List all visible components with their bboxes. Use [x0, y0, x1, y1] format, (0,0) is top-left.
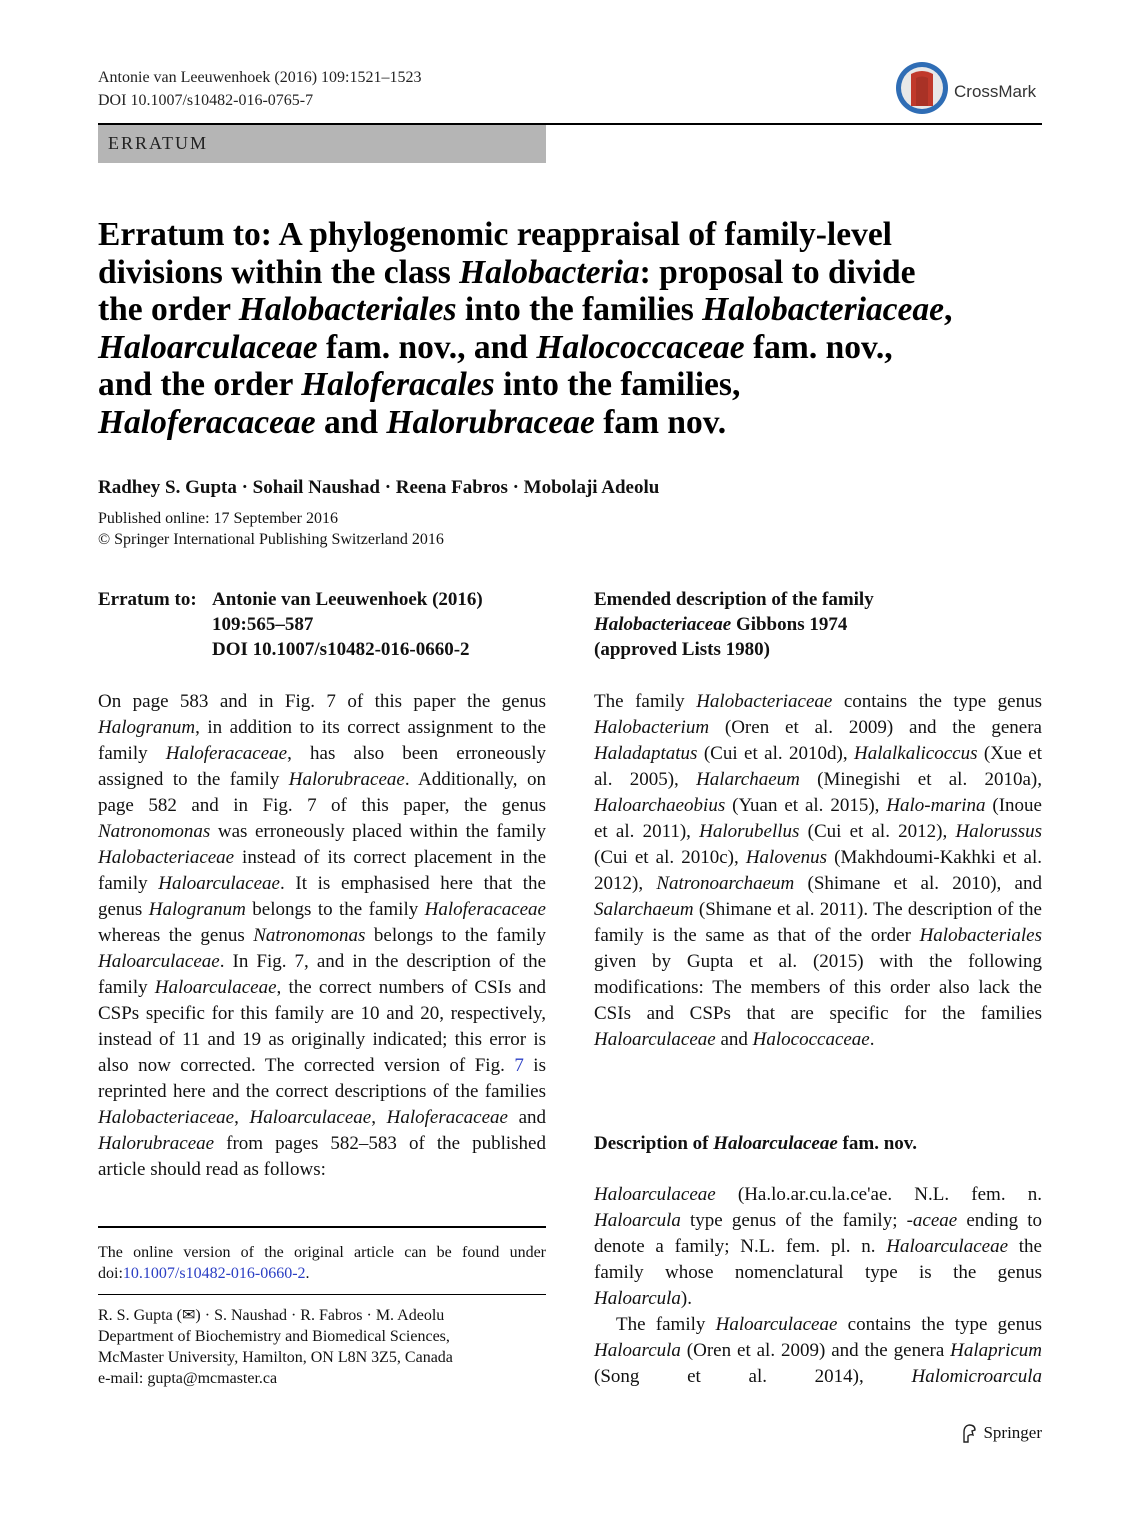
left-column-body: [98, 689, 546, 1183]
italic-term: Haloarculaceae: [594, 1184, 716, 1205]
haloarculaceae-paragraph: The family Haloarculaceae contains the type genus Haloarcula (Oren et al. 2009) and the genera Halapricum (Song et al. 2014), Halomicroarcula: [594, 1314, 1042, 1387]
italic-term: Haloarculaceae: [98, 328, 318, 366]
italic-term: Natronomonas: [253, 925, 366, 946]
italic-term: Haloarcula: [594, 1210, 681, 1231]
italic-term: Halobacteriaceae: [702, 291, 945, 328]
section-label-bar: [98, 125, 546, 163]
right-column-body: [594, 689, 1042, 1053]
italic-term: Halobacteriaceae: [98, 1107, 235, 1128]
italic-term: Haloarcula: [594, 1340, 681, 1361]
heading-line: Halobacteriaceae Gibbons 1974: [594, 614, 848, 635]
italic-term: Haloarculaceae: [713, 1133, 838, 1154]
italic-term: Halobacteria: [459, 253, 640, 291]
erratum-ref-line: DOI 10.1007/s10482-016-0660-2: [212, 639, 470, 660]
italic-term: Haladaptatus: [594, 743, 698, 764]
title-line: the order Halobacteriales into the families Halobacteriaceae,: [98, 291, 953, 328]
springer-horse-icon: [960, 1423, 978, 1443]
italic-term: Halorubraceae: [386, 403, 595, 441]
section-heading-halobacteriaceae: [594, 587, 1042, 662]
italic-term: Halorubraceae: [288, 769, 405, 790]
publisher-name: Springer: [983, 1423, 1042, 1442]
email-icon: ✉: [182, 1307, 196, 1324]
italic-term: Halobacteriaceae: [594, 614, 732, 635]
italic-term: Halobacteriaceae: [696, 691, 833, 712]
author-affiliation: [98, 1305, 546, 1389]
title-line: Erratum to: A phylogenomic reappraisal of family-level: [98, 216, 892, 253]
copyright-notice: © Springer International Publishing Switzerland 2016: [98, 531, 444, 548]
italic-term: Haloarculaceae: [154, 977, 277, 998]
italic-term: Halobacteriaceae: [98, 847, 235, 868]
title-line: Haloarculaceae fam. nov., and Halococcaceae fam. nov.,: [98, 328, 893, 366]
italic-term: Halovenus: [745, 847, 828, 868]
section-heading-haloarculaceae: [594, 1131, 1042, 1156]
crossmark-icon: [894, 60, 950, 116]
italic-term: Haloarculaceae: [594, 1029, 716, 1050]
heading-line: (approved Lists 1980): [594, 639, 770, 660]
author-list: Radhey S. Gupta · Sohail Naushad · Reena Fabros · Mobolaji Adeolu: [98, 477, 660, 498]
italic-term: Haloarculaceae: [98, 951, 220, 972]
italic-term: Halococcaceae: [752, 1029, 870, 1050]
crossmark-label: CrossMark: [954, 82, 1037, 101]
erratum-reference-heading: [98, 587, 546, 662]
erratum-ref-line: 109:565–587: [212, 614, 314, 635]
italic-term: Haloferacaceae: [98, 403, 316, 441]
footnote-online-version: The online version of the original article can be found under doi:10.1007/s10482-016-0660-2.: [98, 1244, 546, 1282]
halobacteriaceae-paragraph: The family Halobacteriaceae contains the type genus Halobacterium (Oren et al. 2009) and the genera Haladaptatus (Cui et al. 2010d), Halalkalicoccus (Xue et al. 2005), Halarchaeum (Minegishi et al. 2010a), Haloarchaeobius (Yuan et al. 2015), Halo-marina (Inoue et al. 2011), Halorubellus (Cui et al. 2012), Halorussus (Cui et al. 2010c), Halovenus (Makhdoumi-Kakhki et al. 2012), Natronoarchaeum (Shimane et al. 2010), and Salarchaeum (Shimane et al. 2011). The description of the family is the same as that of the order Halobacteriales given by Gupta et al. (2015) with the following modifications: The members of this order also lack the CSIs and CSPs that are specific for the families Haloarculaceae and Halococcaceae.: [594, 691, 1043, 1050]
italic-term: Natronomonas: [98, 821, 211, 842]
italic-term: Halomicroarcula: [911, 1366, 1042, 1387]
inline-link[interactable]: 7: [514, 1055, 524, 1076]
italic-term: Halarchaeum: [696, 769, 800, 790]
erratum-paragraph: On page 583 and in Fig. 7 of this paper the genus Halogranum, in addition to its correct assignment to the family Haloferacaceae, has also been erroneously assigned to the family Halorubraceae. Additionally, on page 582 and in Fig. 7 of this paper, the genus Natronomonas was erroneously placed within the family Halobacteriaceae instead of its correct placement in the family Haloarculaceae. It is emphasised here that the genus Halogranum belongs to the family Haloferacaceae whereas the genus Natronomonas belongs to the family Haloarculaceae. In Fig. 7, and in the description of the family Haloarculaceae, the correct numbers of CSIs and CSPs specific for this family are 10 and 20, respectively, instead of 11 and 19 as originally indicated; this error is also now corrected. The corrected version of Fig. 7 is reprinted here and the correct descriptions of the families Halobacteriaceae, Haloarculaceae, Haloferacaceae and Halorubraceae from pages 582–583 of the published article should read as follows:: [98, 691, 547, 1180]
italic-term: Halalkalicoccus: [854, 743, 978, 764]
italic-term: Halococcaceae: [536, 328, 745, 366]
italic-term: Halobacterium: [594, 717, 710, 738]
etymology-paragraph: Haloarculaceae (Ha.lo.ar.cu.la.ce'ae. N.L. fem. n. Haloarcula type genus of the family; -aceae ending to denote a family; N.L. fem. pl. n. Haloarculaceae the family whose nomenclatural type is the genus Haloarcula).: [594, 1184, 1042, 1309]
heading-line: Emended description of the family: [594, 589, 874, 610]
italic-term: Haloferacaceae: [386, 1107, 508, 1128]
italic-term: Haloarcula: [594, 1288, 681, 1309]
article-title: [98, 216, 1038, 441]
italic-term: Salarchaeum: [594, 899, 694, 920]
section-label: ERRATUM: [108, 133, 209, 153]
italic-term: Halobacteriales: [238, 291, 457, 328]
italic-term: Haloarculaceae: [715, 1314, 838, 1335]
italic-term: Halorussus: [955, 821, 1043, 842]
italic-term: Haloarculaceae: [886, 1236, 1008, 1257]
footnote-rule: [98, 1226, 546, 1228]
italic-term: Halo-marina: [886, 795, 986, 816]
published-date: Published online: 17 September 2016: [98, 510, 338, 527]
italic-term: Haloarculaceae: [249, 1107, 372, 1128]
inline-link[interactable]: 10.1007/s10482-016-0660-2: [122, 1265, 306, 1282]
erratum-label: Erratum to:: [98, 589, 197, 610]
italic-term: Haloarculaceae: [158, 873, 280, 894]
affiliation-email[interactable]: e-mail: gupta@mcmaster.ca: [98, 1370, 278, 1387]
italic-term: Haloferacaceae: [165, 743, 288, 764]
erratum-ref-line: Antonie van Leeuwenhoek (2016): [212, 589, 483, 610]
italic-term: Halapricum: [950, 1340, 1042, 1361]
publisher-logo: [960, 1423, 1042, 1443]
article-doi: DOI 10.1007/s10482-016-0765-7: [98, 92, 314, 109]
haloarculaceae-body: [594, 1182, 1042, 1390]
italic-term: Halobacteriales: [919, 925, 1042, 946]
italic-term: -aceae: [906, 1210, 958, 1231]
heading-line: Description of Haloarculaceae fam. nov.: [594, 1133, 917, 1154]
italic-term: Halogranum: [148, 899, 246, 920]
crossmark-badge[interactable]: [894, 60, 1042, 118]
italic-term: Haloferacales: [301, 366, 495, 403]
journal-reference: Antonie van Leeuwenhoek (2016) 109:1521–1523: [98, 69, 422, 86]
italic-term: Halogranum: [98, 717, 196, 738]
affiliation-names: R. S. Gupta (✉) · S. Naushad · R. Fabros · M. Adeolu: [98, 1307, 445, 1324]
title-line: divisions within the class Halobacteria: proposal to divide: [98, 253, 916, 291]
italic-term: Halorubraceae: [98, 1133, 215, 1154]
italic-term: Haloarchaeobius: [594, 795, 726, 816]
affiliation-department: Department of Biochemistry and Biomedical Sciences,: [98, 1328, 450, 1345]
footnote-rule: [98, 1294, 546, 1295]
italic-term: Natronoarchaeum: [656, 873, 795, 894]
title-line: and the order Haloferacales into the families,: [98, 366, 741, 403]
title-line: Haloferacaceae and Halorubraceae fam nov.: [98, 403, 727, 441]
affiliation-university: McMaster University, Hamilton, ON L8N 3Z5, Canada: [98, 1349, 453, 1366]
italic-term: Haloferacaceae: [424, 899, 546, 920]
italic-term: Halorubellus: [699, 821, 800, 842]
